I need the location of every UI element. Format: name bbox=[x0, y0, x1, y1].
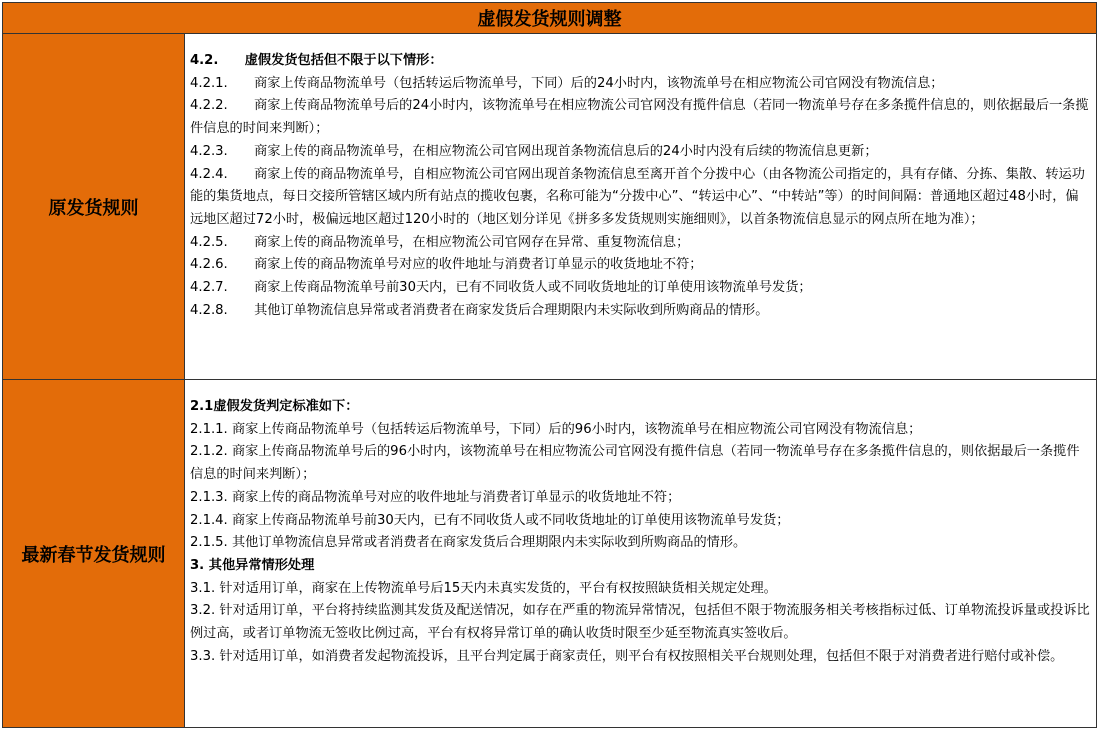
rule-item: 3.3. 针对适用订单，如消费者发起物流投诉，且平台判定属于商家责任，则平台有权按照相关平台规则处理，包括但不限于对消费者进行赔付或补偿。 bbox=[190, 648, 1064, 664]
rule-item: 4.2.7. 商家上传商品物流单号前30天内，已有不同收货人或不同收货地址的订单使用该物流单号发货； bbox=[190, 280, 812, 296]
rule-item: 4.2.2. 商家上传商品物流单号后的24小时内，该物流单号在相应物流公司官网没有揽件信息（若同一物流单号存在多条揽件信息的，则依据最后一条揽件信息的时间来判断）； bbox=[190, 98, 1089, 137]
rule-heading: 2.1虚假发货判定标准如下： bbox=[190, 399, 359, 414]
rule-heading: 4.2. 虚假发货包括但不限于以下情形： bbox=[190, 53, 443, 68]
rule-item: 4.2.3. 商家上传的商品物流单号，在相应物流公司官网出现首条物流信息后的24小时内没有后续的物流信息更新； bbox=[190, 143, 878, 159]
rule-item: 4.2.4. 商家上传的商品物流单号，自相应物流公司官网出现首条物流信息至离开首个分拨中心（由各物流公司指定的，具有存储、分拣、集散、转运功能的集货地点，每日交接所管辖区域内所有站点的揽收包裹，名称可能为“分拨中心”、“转运中心”、“中转站”等）的时间间隔：普通地区超过48小时，偏远地区超过72小时，极偏远地区超过120小时的（地区划分详见《拼多多发货规则实施细则》，以首条物流信息显示的网点所在地为准）； bbox=[190, 166, 1085, 227]
latest-rules-content bbox=[186, 380, 1096, 727]
original-rules-content bbox=[186, 34, 1096, 379]
rule-item: 2.1.2. 商家上传商品物流单号后的96小时内，该物流单号在相应物流公司官网没有揽件信息（若同一物流单号存在多条揽件信息的，则依据最后一条揽件信息的时间来判断）； bbox=[190, 444, 1080, 483]
table-title: 虚假发货规则调整 bbox=[3, 3, 1096, 34]
rule-item: 2.1.1. 商家上传商品物流单号（包括转运后物流单号，下同）后的96小时内，该物流单号在相应物流公司官网没有物流信息； bbox=[190, 421, 922, 437]
original-rules-label: 原发货规则 bbox=[3, 34, 185, 379]
rule-item: 3.2. 针对适用订单，平台将持续监测其发货及配送情况，如存在严重的物流异常情况，包括但不限于物流服务相关考核指标过低、订单物流投诉量或投诉比例过高，或者订单物流无签收比例过高，平台有权将异常订单的确认收货时限至少延至物流真实签收后。 bbox=[190, 603, 1090, 642]
rule-item: 4.2.5. 商家上传的商品物流单号，在相应物流公司官网存在异常、重复物流信息； bbox=[190, 234, 690, 250]
rule-item: 4.2.6. 商家上传的商品物流单号对应的收件地址与消费者订单显示的收货地址不符； bbox=[190, 257, 703, 273]
rules-table bbox=[2, 2, 1097, 728]
original-rules-row bbox=[3, 34, 1096, 380]
rule-item: 2.1.5. 其他订单物流信息异常或者消费者在商家发货后合理期限内未实际收到所购商品的情形。 bbox=[190, 535, 747, 551]
latest-rules-row bbox=[3, 380, 1096, 727]
latest-rules-label: 最新春节发货规则 bbox=[3, 380, 185, 727]
rule-item: 2.1.4. 商家上传商品物流单号前30天内，已有不同收货人或不同收货地址的订单使用该物流单号发货； bbox=[190, 512, 790, 528]
rule-item: 3.1. 针对适用订单，商家在上传物流单号后15天内未真实发货的，平台有权按照缺货相关规定处理。 bbox=[190, 580, 777, 596]
rule-item: 4.2.1. 商家上传商品物流单号（包括转运后物流单号，下同）后的24小时内，该物流单号在相应物流公司官网没有物流信息； bbox=[190, 75, 944, 91]
rule-item: 2.1.3. 商家上传的商品物流单号对应的收件地址与消费者订单显示的收货地址不符； bbox=[190, 489, 681, 505]
rule-item: 4.2.8. 其他订单物流信息异常或者消费者在商家发货后合理期限内未实际收到所购商品的情形。 bbox=[190, 302, 769, 318]
rule-heading: 3. 其他异常情形处理 bbox=[190, 557, 315, 573]
